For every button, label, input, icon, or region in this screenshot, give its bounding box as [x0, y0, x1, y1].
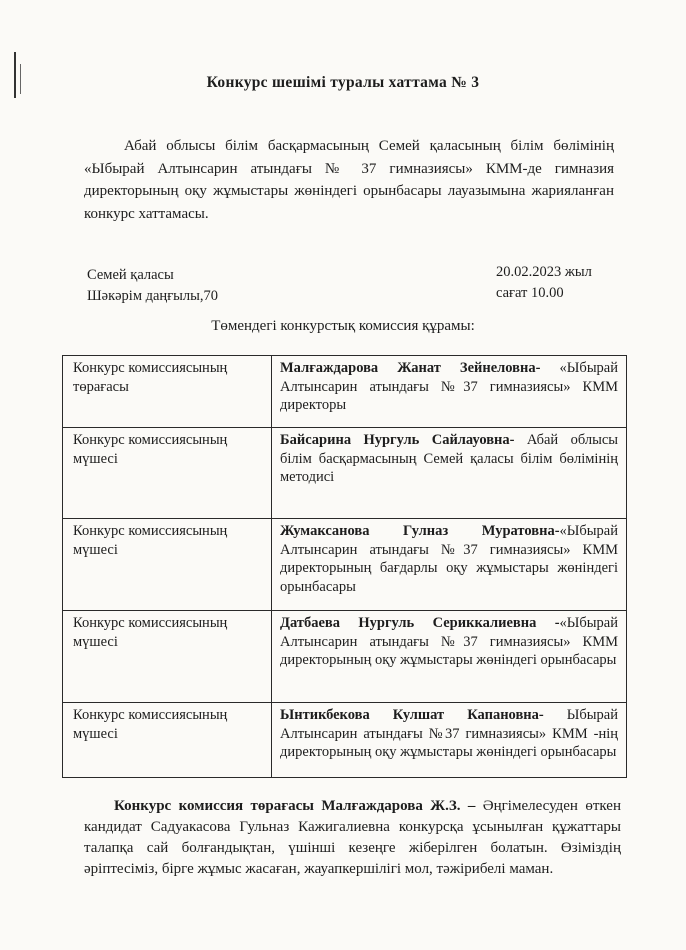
closing-text: Әңгімелесуден өткен кандидат Садуакасова Гульназ Кажигалиевна конкурсқа ұсынылған құжаттары талапқа сай болғандықтан, үшінші кезеңге жіберілген болатын. Өзіміздің әріптесіміз, бірге жұмыс жасаған, жауапкершілігі мол, тәжірибелі маман. [84, 798, 621, 877]
commission-heading: Төмендегі конкурстық комиссия құрамы: [211, 318, 475, 334]
member-description: Абай облысы білім басқармасының Семей қаласы білім бөлімінің методисі [280, 432, 619, 485]
table-row [63, 356, 627, 428]
table-row [63, 611, 627, 703]
meeting-date: 20.02.2023 жыл [496, 264, 592, 280]
member-cell [272, 611, 627, 703]
table-row [63, 519, 627, 611]
table-row [63, 703, 627, 778]
member-name: Жумаксанова Гулназ Муратовна- [280, 523, 560, 539]
member-role: Конкурс комиссиясының төрағасы [63, 356, 272, 428]
place-address: Шәкәрім даңғылы,70 [87, 288, 218, 304]
member-role: Конкурс комиссиясының мүшесі [63, 428, 272, 519]
closing-paragraph [84, 796, 621, 880]
member-role: Конкурс комиссиясының мүшесі [63, 611, 272, 703]
member-cell [272, 519, 627, 611]
meeting-datetime [496, 262, 592, 304]
member-description: Ыбырай Алтынсарин атындағы №37 гимназиясы» КММ -нің директорының оқу жұмыстары жөніндегі орынбасары [280, 707, 618, 760]
document-title: Конкурс шешімі туралы хаттама № 3 [206, 74, 480, 91]
member-role: Конкурс комиссиясының мүшесі [63, 519, 272, 611]
place-city: Семей қаласы [87, 267, 174, 283]
meeting-time: сағат 10.00 [496, 285, 564, 301]
member-name: Датбаева Нургуль Сериккалиевна - [280, 615, 560, 631]
table-row [63, 428, 627, 519]
member-description: «Ыбырай Алтынсарин атындағы №37 гимназиясы» КММ директорының бағдарлы оқу жұмыстары жөніндегі орынбасары [280, 523, 618, 595]
member-cell [272, 428, 627, 519]
member-role: Конкурс комиссиясының мүшесі [63, 703, 272, 778]
commission-table [62, 355, 627, 778]
member-name: Байсарина Нургуль Сайлауовна- [280, 432, 515, 448]
member-name: Ынтикбекова Кулшат Капановна- [280, 707, 544, 723]
member-cell [272, 356, 627, 428]
member-description: «Ыбырай Алтынсарин атындағы №37 гимназиясы» КММ директорының оқу жұмыстары жөніндегі орынбасары [280, 615, 618, 668]
member-description: «Ыбырай Алтынсарин атындағы №37 гимназиясы» КММ директоры [280, 360, 619, 413]
member-cell [272, 703, 627, 778]
chair-statement-label: Конкурс комиссия төрағасы Малғаждарова Ж.З. – [114, 798, 476, 814]
member-name: Малғаждарова Жанат Зейнеловна- [280, 360, 541, 376]
meeting-place [87, 265, 218, 307]
intro-paragraph: Абай облысы білім басқармасының Семей қаласының білім бөлімінің «Ыбырай Алтынсарин атындағы № 37 гимназиясы» КММ-де гимназия директорының оқу жұмыстары жөніндегі орынбасары лауазымына жарияланған конкурс хаттамасы. [84, 138, 614, 222]
